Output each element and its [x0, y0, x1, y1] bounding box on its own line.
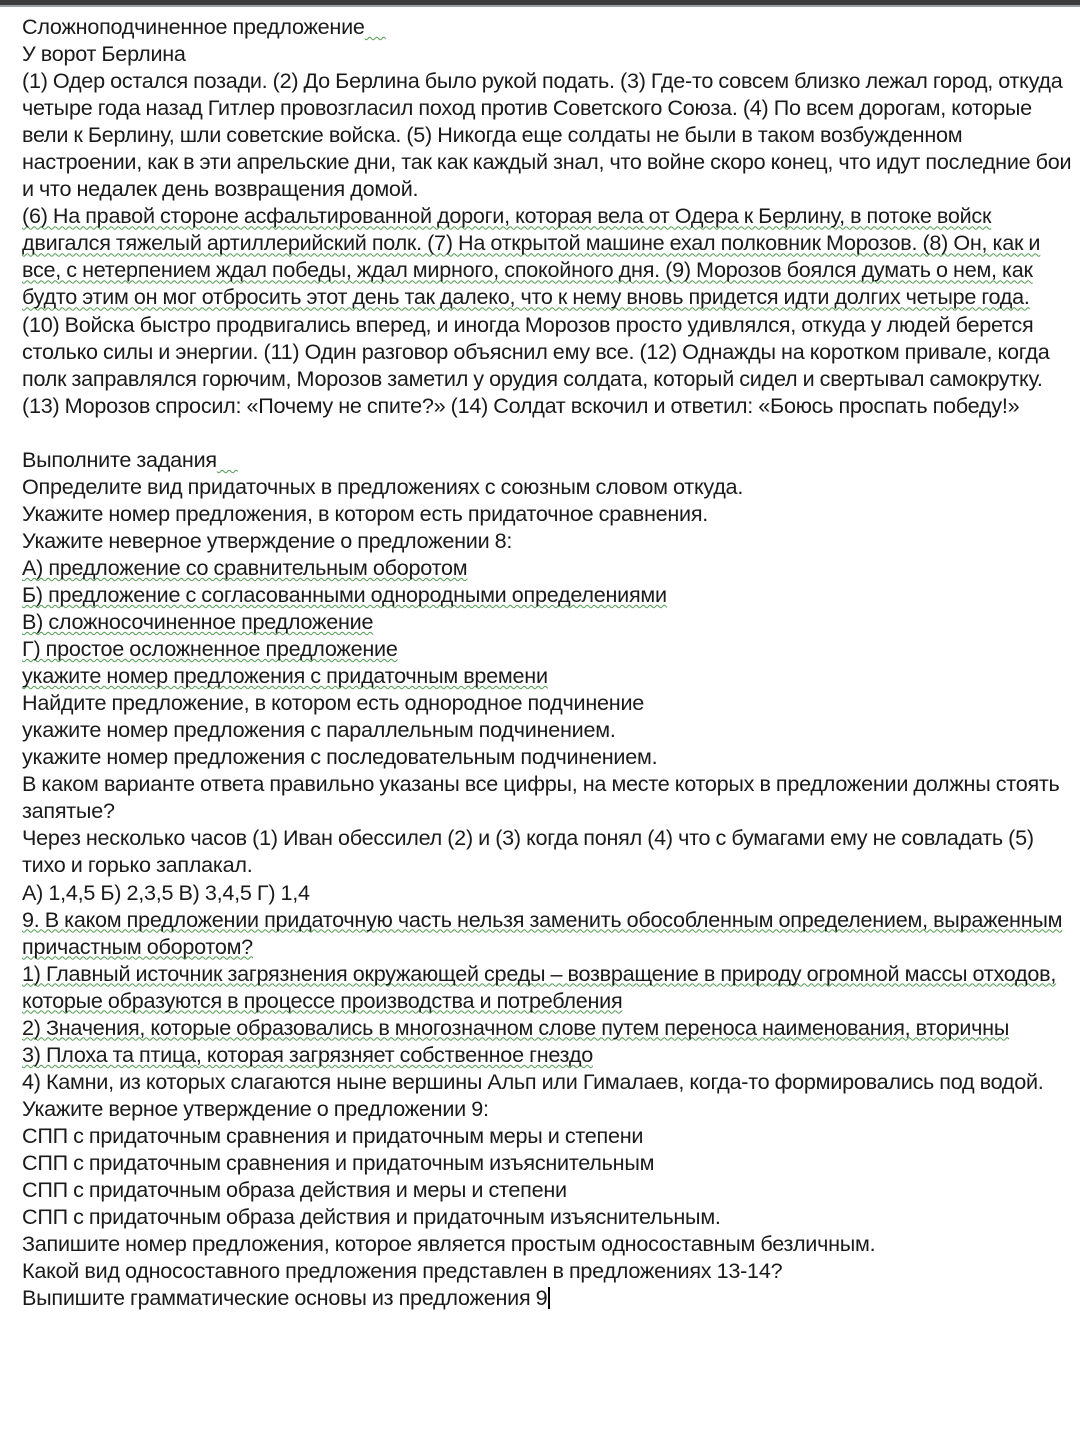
task-8-answers: А) 1,4,5 Б) 2,3,5 В) 3,4,5 Г) 1,4	[22, 879, 310, 905]
task-9-option-4: 4) Камни, из которых слагаются ныне вершины Альп или Гималаев, когда-то формировались под водой.	[22, 1068, 1044, 1094]
task-11: Запишите номер предложения, которое является простым односоставным безличным.	[22, 1231, 876, 1257]
task-3-option-a: А) предложение со сравнительным оборотом	[22, 554, 468, 580]
task-12: Какой вид односоставного предложения представлен в предложениях 13-14?	[22, 1258, 783, 1284]
task-8: В каком варианте ответа правильно указаны все цифры, на месте которых в предложении должны стоять запятые?	[22, 771, 1060, 824]
text-paragraph-2: (6) На правой стороне асфальтированной дороги, которая вела от Одера к Берлину, в потоке войск двигался тяжелый артиллерийский полк. (7) На открытой машине ехал полковник Морозов. (8) Он, как и все, с нетерпением ждал победы, ждал мирного, спокойного дня. (9) Морозов боялся думать о нем, как будто этим он мог отбросить этот день так далеко, что к нему вновь придется идти долгих четыре года.	[22, 203, 1041, 310]
task-10: Укажите верное утверждение о предложении 9:	[22, 1095, 489, 1121]
task-3: Укажите неверное утверждение о предложении 8:	[22, 527, 513, 553]
task-13: Выпишите грамматические основы из предложения 9	[22, 1284, 1074, 1311]
task-4: укажите номер предложения с придаточным времени	[22, 663, 548, 689]
text-title: У ворот Берлина	[22, 41, 186, 67]
task-10-option-2: СПП с придаточным сравнения и придаточным изъяснительным	[22, 1149, 655, 1175]
task-9-option-3: 3) Плоха та птица, которая загрязняет собственное гнездо	[22, 1041, 593, 1067]
task-3-option-d: Г) простое осложненное предложение	[22, 636, 398, 662]
task-8-sentence: Через несколько часов (1) Иван обессилел (2) и (3) когда понял (4) что с бумагами ему не совладать (5) тихо и горько заплакал.	[22, 825, 1034, 878]
task-10-option-4: СПП с придаточным образа действия и придаточным изъяснительным.	[22, 1204, 721, 1230]
task-3-option-b: Б) предложение с согласованными однородными определениями	[22, 581, 667, 607]
task-1: Определите вид придаточных в предложениях с союзным словом откуда.	[22, 473, 744, 499]
task-7: укажите номер предложения с последовательным подчинением.	[22, 744, 658, 770]
task-5: Найдите предложение, в котором есть однородное подчинение	[22, 690, 645, 716]
blank-line	[22, 419, 1074, 446]
document-body[interactable]	[22, 13, 1074, 1311]
task-9-option-1: 1) Главный источник загрязнения окружающей среды – возвращение в природу огромной массы отходов, которые образуются в процессе производства и потребления	[22, 960, 1057, 1013]
text-paragraph-3: (10) Войска быстро продвигались вперед, и иногда Морозов просто удивлялся, откуда у людей берется столько силы и энергии. (11) Один разговор объяснил ему все. (12) Однажды на коротком привале, когда полк заправлялся горючим, Морозов заметил у орудия солдата, который сидел и свертывал самокрутку. (13) Морозов спросил: «Почему не спите?» (14) Солдат вскочил и ответил: «Боюсь проспать победу!»	[22, 311, 1050, 418]
task-10-option-1: СПП с придаточным сравнения и придаточным меры и степени	[22, 1122, 644, 1148]
task-9: 9. В каком предложении придаточную часть нельзя заменить обособленным определением, выраженным причастным оборотом?	[22, 906, 1063, 959]
text-cursor	[548, 1287, 550, 1309]
task-2: Укажите номер предложения, в котором есть придаточное сравнения.	[22, 500, 709, 526]
document-title: Сложноподчиненное предложение	[22, 14, 365, 39]
tasks-heading: Выполните задания	[22, 446, 217, 472]
task-10-option-3: СПП с придаточным образа действия и меры и степени	[22, 1177, 567, 1203]
task-9-option-2: 2) Значения, которые образовались в многозначном слове путем переноса наименования, вторичны	[22, 1014, 1010, 1040]
window-top-border-line	[0, 5, 1080, 7]
task-6: укажите номер предложения с параллельным подчинением.	[22, 717, 616, 743]
text-paragraph-1: (1) Одер остался позади. (2) До Берлина было рукой подать. (3) Где-то совсем близко лежал город, откуда четыре года назад Гитлер провозгласил поход против Советского Союза. (4) По всем дорогам, которые вели к Берлину, шли советские войска. (5) Никогда еще солдаты не были в таком возбужденном настроении, как в эти апрельские дни, так как каждый знал, что войне скоро конец, что идут последние бои и что недалек день возвращения домой.	[22, 68, 1072, 202]
task-3-option-c: В) сложносочиненное предложение	[22, 609, 374, 635]
